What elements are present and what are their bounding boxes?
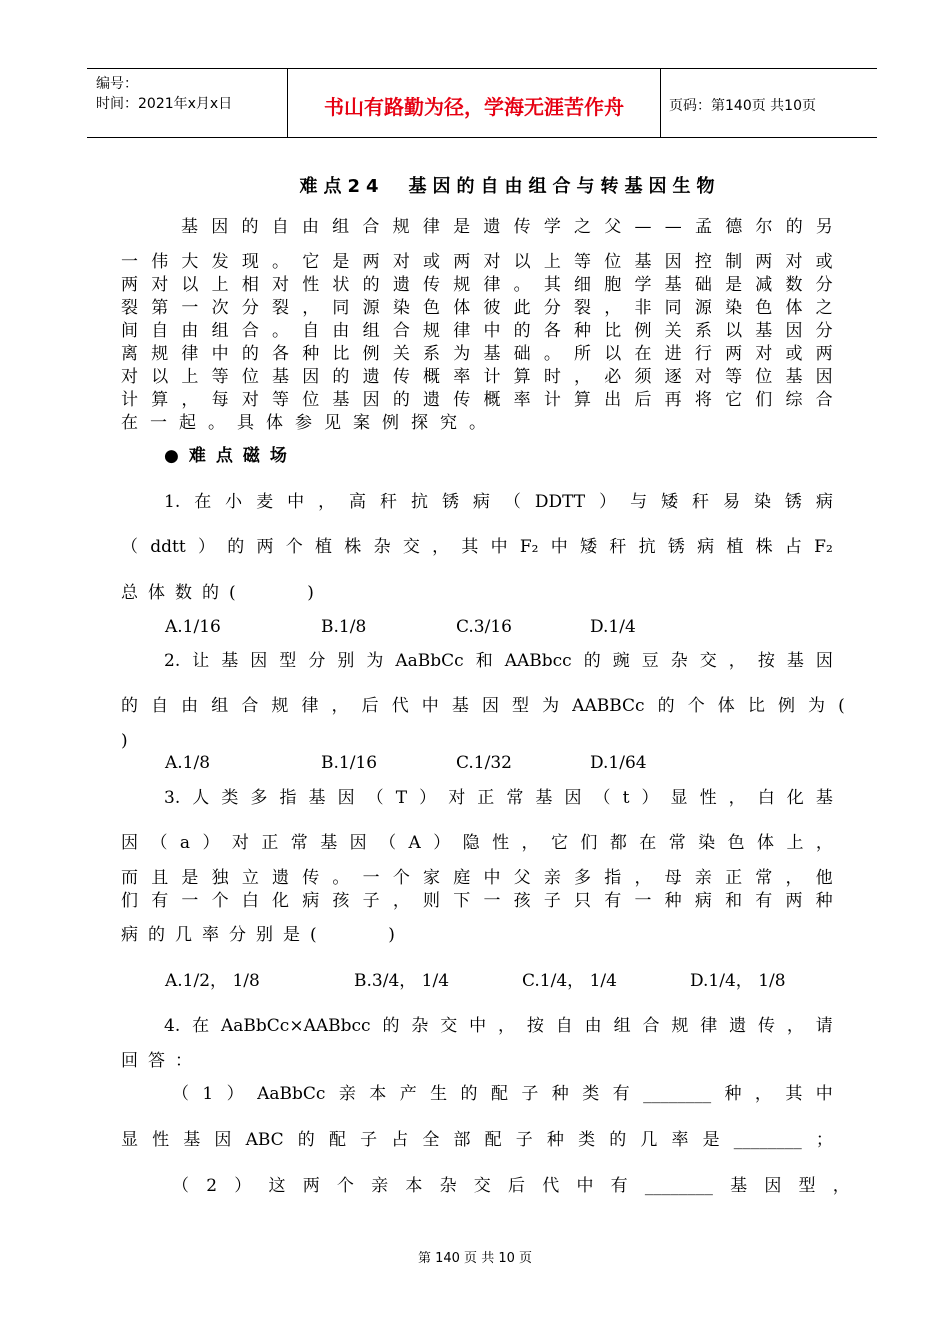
page-footer: 第 140 页 共 10 页 xyxy=(417,1251,533,1266)
question-4-part-2: （ 2 ） 这 两 个 亲 本 杂 交 后 代 中 有 ________ 基 因 型 ， xyxy=(172,1176,850,1196)
header-table xyxy=(87,68,877,138)
intro-line: 裂 第 一 次 分 裂 ， 同 源 染 色 体 彼 此 分 裂 ， 非 同 源 染 色 体 之 xyxy=(121,298,833,318)
intro-line: 间 自 由 组 合 。 自 由 组 合 规 律 中 的 各 种 比 例 关 系 以 基 因 分 xyxy=(121,321,833,341)
question-1-line: （ ddtt ） 的 两 个 植 株 杂 交 ， 其 中 F₂ 中 矮 秆 抗 锈 病 植 株 占 F₂ xyxy=(121,537,833,557)
header-info-cell xyxy=(87,69,288,137)
question-3-line: 而 且 是 独 立 遗 传 。 一 个 家 庭 中 父 亲 多 指 ， 母 亲 正 常 ， 他 xyxy=(121,868,833,888)
intro-line: 基 因 的 自 由 组 合 规 律 是 遗 传 学 之 父 — — 孟 德 尔 的 另 xyxy=(181,217,833,237)
doc-id-label: 编号： xyxy=(96,76,138,92)
intro-line: 对 以 上 等 位 基 因 的 遗 传 概 率 计 算 时 ， 必 须 逐 对 等 位 基 因 xyxy=(121,367,833,387)
q1-option-d: D.1/4 xyxy=(590,617,636,637)
intro-line: 离 规 律 中 的 各 种 比 例 关 系 为 基 础 。 所 以 在 进 行 两 对 或 两 xyxy=(121,344,833,364)
q2-option-d: D.1/64 xyxy=(590,753,647,773)
page-number-label: 页码：第140页 共10页 xyxy=(669,98,816,114)
question-2-line: 的 自 由 组 合 规 律 ， 后 代 中 基 因 型 为 AABBCc 的 个 体 比 例 为 ( xyxy=(121,696,845,716)
question-3-line: 3. 人 类 多 指 基 因 （ T ） 对 正 常 基 因 （ t ） 显 性 ， 白 化 基 xyxy=(164,788,833,808)
question-3-line: 因 （ a ） 对 正 常 基 因 （ A ） 隐 性 ， 它 们 都 在 常 染 色 体 上 ， xyxy=(121,833,833,853)
q3-option-b: B.3/4， 1/4 xyxy=(354,971,450,991)
q1-option-b: B.1/8 xyxy=(321,617,367,637)
page-title: 难点24 基因的自由组合与转基因生物 xyxy=(299,176,721,197)
question-3-line: 们 有 一 个 白 化 病 孩 子 ， 则 下 一 孩 子 只 有 一 种 病 和 有 两 种 xyxy=(121,891,833,911)
intro-line: 一 伟 大 发 现 。 它 是 两 对 或 两 对 以 上 等 位 基 因 控 制 两 对 或 xyxy=(121,252,833,272)
intro-line: 两 对 以 上 相 对 性 状 的 遗 传 规 律 。 其 细 胞 学 基 础 是 减 数 分 xyxy=(121,275,833,295)
doc-time-label: 时间：2021年x月x日 xyxy=(96,96,233,112)
q1-option-a: A.1/16 xyxy=(165,617,221,637)
question-4-line: 4. 在 AaBbCc×AABbcc 的 杂 交 中 ， 按 自 由 组 合 规 律 遗 传 ， 请 xyxy=(164,1016,833,1036)
intro-line: 计 算 ， 每 对 等 位 基 因 的 遗 传 概 率 计 算 出 后 再 将 它 们 综 合 xyxy=(121,390,833,410)
question-4-part-1: （ 1 ） AaBbCc 亲 本 产 生 的 配 子 种 类 有 ________ 种 ， 其 中 xyxy=(172,1084,833,1104)
q3-option-c: C.1/4， 1/4 xyxy=(522,971,617,991)
question-2-line: ) xyxy=(121,731,128,751)
question-1-line: 1. 在 小 麦 中 ， 高 秆 抗 锈 病 （ DDTT ） 与 矮 秆 易 染 锈 病 xyxy=(164,492,833,512)
q1-option-c: C.3/16 xyxy=(456,617,512,637)
section-heading: ●难点磁场 xyxy=(164,446,297,466)
intro-line: 在一起。具体参见案例探究。 xyxy=(121,413,498,433)
q2-option-a: A.1/8 xyxy=(165,753,211,773)
question-4-line: 显 性 基 因 ABC 的 配 子 占 全 部 配 子 种 类 的 几 率 是 ________ ； xyxy=(121,1130,833,1150)
q3-option-a: A.1/2， 1/8 xyxy=(165,971,260,991)
question-3-line: 病的几率分别是( ) xyxy=(121,925,405,945)
q2-option-c: C.1/32 xyxy=(456,753,512,773)
q3-option-d: D.1/4， 1/8 xyxy=(690,971,786,991)
q2-option-b: B.1/16 xyxy=(321,753,378,773)
motto-text: 书山有路勤为径，学海无涯苦作舟 xyxy=(324,95,624,119)
header-page-cell xyxy=(661,69,877,137)
question-1-line: 总体数的( ) xyxy=(121,583,324,603)
question-4-line: 回答： xyxy=(121,1051,202,1071)
header-motto-cell xyxy=(288,69,661,137)
question-2-line: 2. 让 基 因 型 分 别 为 AaBbCc 和 AABbcc 的 豌 豆 杂 交 ， 按 基 因 xyxy=(164,651,833,671)
